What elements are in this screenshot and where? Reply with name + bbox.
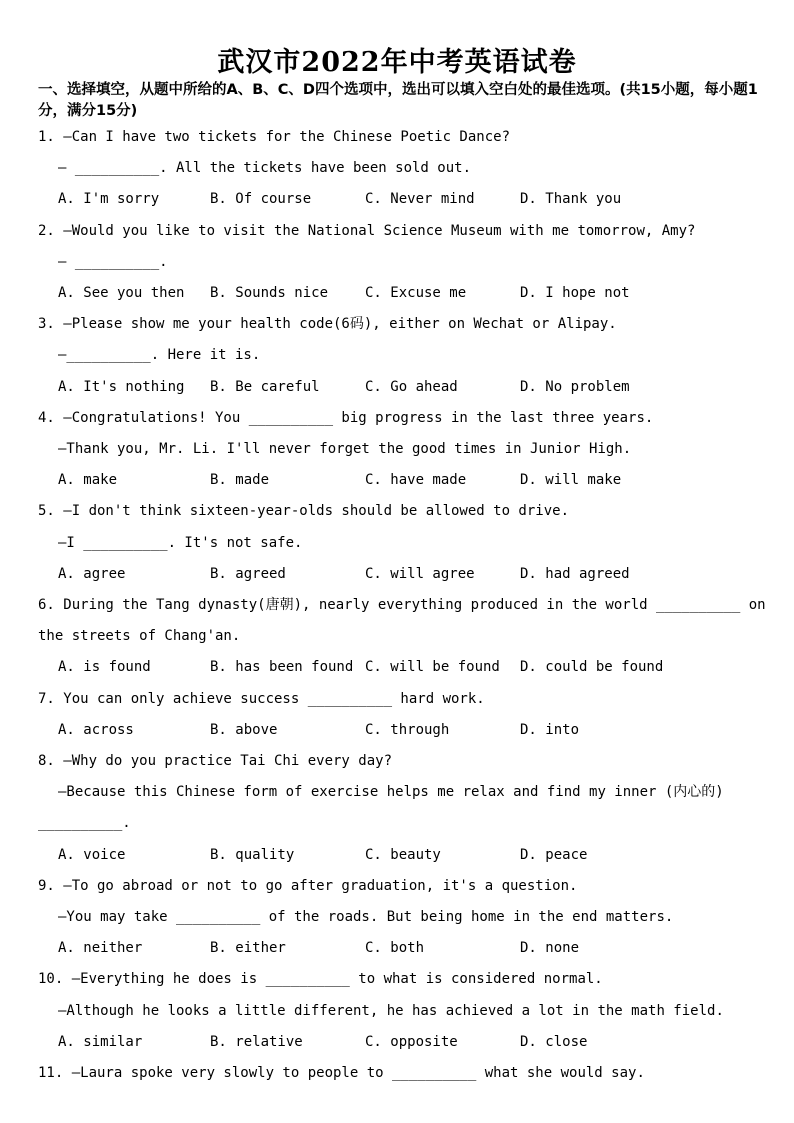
option-c: C. will agree <box>365 565 475 582</box>
option-a: A. I'm sorry <box>58 191 160 208</box>
option-a: A. It's nothing <box>58 378 185 395</box>
option-c: C. beauty <box>365 846 441 863</box>
question-stem: 9. —To go abroad or not to go after graduation, it's a question. <box>38 877 578 894</box>
question-line: — __________. <box>58 253 168 270</box>
option-b: B. relative <box>210 1033 303 1050</box>
question-stem: 8. —Why do you practice Tai Chi every day? <box>38 753 393 769</box>
option-a: A. similar <box>58 1033 143 1050</box>
option-c: C. have made <box>365 472 467 489</box>
option-d: D. into <box>520 721 580 738</box>
question-line: —Although he looks a little different, he has achieved a lot in the math field. <box>58 1002 724 1019</box>
option-b: B. made <box>210 472 270 489</box>
option-b: B. Of course <box>210 191 312 208</box>
question-stem: 3. —Please show me your health code(6码), either on Wechat or Alipay. <box>38 316 617 333</box>
question-stem: 10. —Everything he does is __________ to what is considered normal. <box>38 971 603 988</box>
question-stem: 6. During the Tang dynasty(唐朝), nearly everything produced in the world __________ on <box>38 597 766 613</box>
option-a: A. neither <box>58 940 143 957</box>
option-d: D. none <box>520 940 580 957</box>
question-stem: 2. —Would you like to visit the National Science Museum with me tomorrow, Amy? <box>38 222 696 239</box>
option-d: D. Thank you <box>520 191 622 208</box>
option-b: B. either <box>210 940 286 957</box>
question-line: —I __________. It's not safe. <box>58 534 303 551</box>
option-d: D. had agreed <box>520 565 630 582</box>
option-c: C. through <box>365 721 450 738</box>
question-line: —You may take __________ of the roads. But being home in the end matters. <box>58 909 674 925</box>
option-a: A. agree <box>58 565 126 582</box>
question-stem: 5. —I don't think sixteen-year-olds should be allowed to drive. <box>38 503 570 520</box>
question-stem: 1. —Can I have two tickets for the Chinese Poetic Dance? <box>38 129 511 145</box>
question-line: —__________. Here it is. <box>58 347 261 364</box>
question-line: — __________. All the tickets have been sold out. <box>58 160 472 177</box>
option-b: B. Sounds nice <box>210 285 329 301</box>
question-line: __________. <box>38 815 131 832</box>
question-stem: 11. —Laura spoke very slowly to people to __________ what she would say. <box>38 1065 645 1081</box>
question-line: —Because this Chinese form of exercise helps me relax and find my inner (内心的) <box>58 784 724 801</box>
option-b: B. agreed <box>210 565 286 582</box>
option-a: A. make <box>58 472 118 489</box>
question-line: —Thank you, Mr. Li. I'll never forget the good times in Junior High. <box>58 441 632 457</box>
option-a: A. is found <box>58 659 151 676</box>
option-a: A. See you then <box>58 285 185 301</box>
option-a: A. across <box>58 721 134 738</box>
option-c: C. Excuse me <box>365 285 467 301</box>
option-c: C. will be found <box>365 659 500 676</box>
option-a: A. voice <box>58 846 126 863</box>
option-d: D. will make <box>520 472 622 489</box>
option-d: D. I hope not <box>520 285 630 301</box>
option-c: C. Never mind <box>365 191 475 208</box>
option-d: D. No problem <box>520 378 630 395</box>
option-c: C. Go ahead <box>365 378 458 395</box>
section-heading: 一、选择填空，从题中所给的A、B、C、D四个选项中，选出可以填入空白处的最佳选项。(共15小题，每小题1分，满分15分) <box>38 82 758 119</box>
option-c: C. both <box>365 940 425 957</box>
question-stem: 4. —Congratulations! You __________ big progress in the last three years. <box>38 409 654 426</box>
page-title: 武汉市2022年中考英语试卷 <box>217 47 577 78</box>
question-stem: 7. You can only achieve success __________ hard work. <box>38 690 485 707</box>
option-c: C. opposite <box>365 1033 458 1050</box>
option-b: B. Be careful <box>210 378 320 395</box>
option-b: B. has been found <box>210 659 354 676</box>
option-d: D. close <box>520 1033 588 1050</box>
option-b: B. quality <box>210 846 295 863</box>
question-line: the streets of Chang'an. <box>38 628 241 645</box>
option-d: D. could be found <box>520 659 664 676</box>
option-b: B. above <box>210 721 278 738</box>
option-d: D. peace <box>520 846 588 863</box>
